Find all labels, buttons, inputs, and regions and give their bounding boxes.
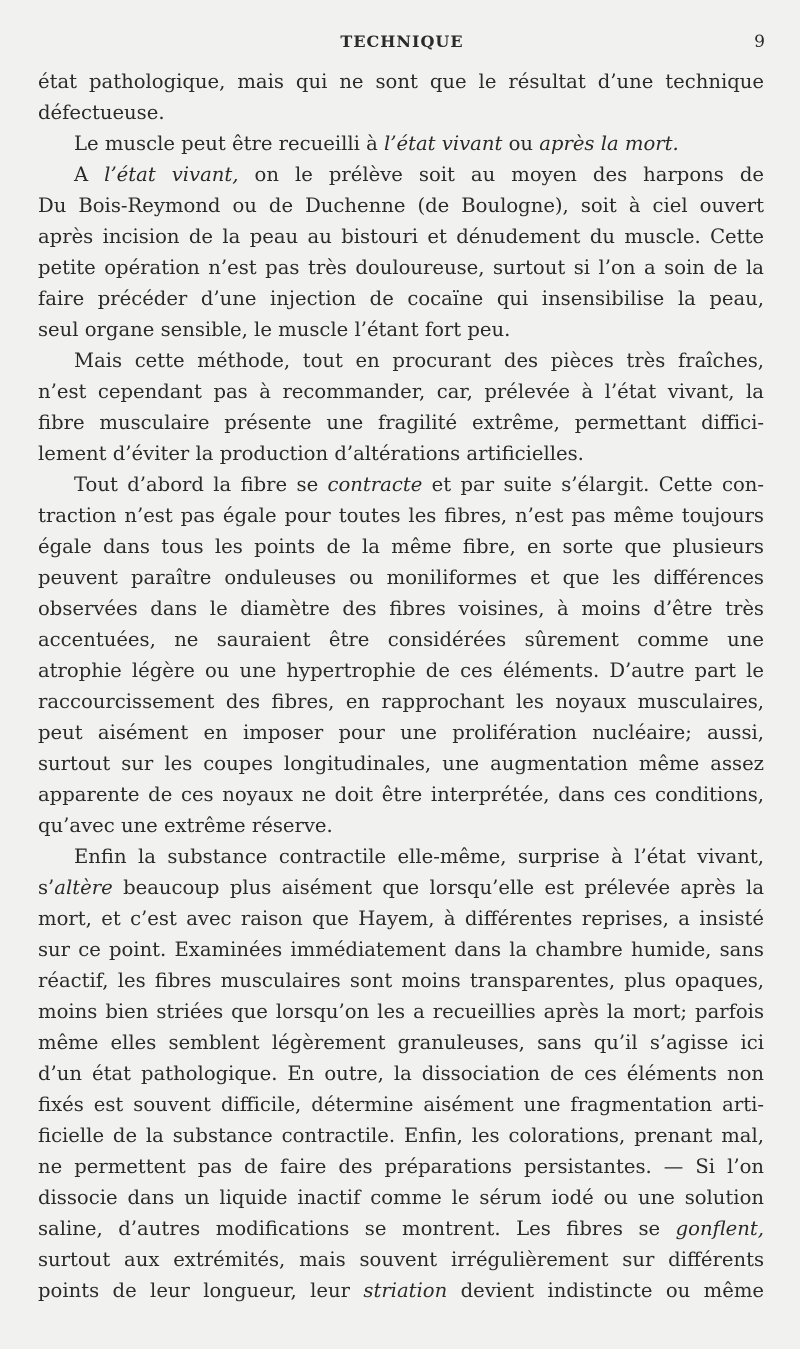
italic-run: l’état vivant [384, 132, 503, 155]
text-line: même elles semblent légèrement granuleuses, sans qu’il s’agisse ici [38, 1031, 764, 1054]
text-line: n’est cependant pas à recommander, car, prélevée à l’état vivant, la [38, 380, 764, 403]
text-run: saline, d’autres modifications se montrent. Les fibres se [38, 1217, 676, 1240]
text-line: fibre musculaire présente une fragilité extrême, permettant diffici- [38, 411, 764, 434]
text-line: petite opération n’est pas très douloureuse, surtout si l’on a soin de la [38, 256, 764, 279]
text-run: on le prélève soit au moyen des harpons de [238, 163, 764, 186]
italic-run: striation [363, 1279, 448, 1302]
text-line [38, 159, 764, 190]
text-line: lement d’éviter la production d’altérations artificielles. [38, 442, 584, 465]
italic-run: altère [54, 876, 113, 899]
page-body-text [38, 66, 764, 1306]
text-line [38, 128, 764, 159]
page-number: 9 [754, 32, 766, 52]
running-title: TECHNIQUE [340, 32, 464, 51]
text-line: raccourcissement des fibres, en rapprochant les noyaux musculaires, [38, 690, 764, 713]
text-line: Enfin la substance contractile elle-même, surprise à l’état vivant, [74, 845, 764, 868]
text-run: Tout d’abord la fibre se [74, 473, 328, 496]
text-line: surtout sur les coupes longitudinales, une augmentation même assez [38, 752, 764, 775]
text-line: seul organe sensible, le muscle l’étant fort peu. [38, 318, 511, 341]
text-line: ne permettent pas de faire des préparations persistantes. — Si l’on [38, 1155, 764, 1178]
text-run: ou [502, 132, 540, 155]
text-line: moins bien striées que lorsqu’on les a recueillies après la mort; parfois [38, 1000, 764, 1023]
text-line: ficielle de la substance contractile. Enfin, les colorations, prenant mal, [38, 1124, 764, 1147]
text-line [38, 1213, 764, 1244]
text-line: accentuées, ne sauraient être considérées sûrement comme une [38, 628, 764, 651]
text-line: atrophie légère ou une hypertrophie de ces éléments. D’autre part le [38, 659, 764, 682]
text-run: Le muscle peut être recueilli à [74, 132, 385, 155]
text-line [38, 1275, 764, 1306]
text-line: peut aisément en imposer pour une prolifération nucléaire; aussi, [38, 721, 764, 744]
text-line: d’un état pathologique. En outre, la dissociation de ces éléments non [38, 1062, 764, 1085]
text-line [38, 469, 764, 500]
italic-run: gonflent, [675, 1217, 764, 1240]
text-run: beaucoup plus aisément que lorsqu’elle est prélevée après la [112, 876, 764, 899]
text-line: réactif, les fibres musculaires sont moins transparentes, plus opaques, [38, 969, 764, 992]
text-line: apparente de ces noyaux ne doit être interprétée, dans ces conditions, [38, 783, 764, 806]
text-line [38, 872, 764, 903]
text-run: devient indistincte ou même [447, 1279, 764, 1302]
text-line: après incision de la peau au bistouri et dénudement du muscle. Cette [38, 225, 764, 248]
text-line: dissocie dans un liquide inactif comme le sérum iodé ou une solution [38, 1186, 764, 1209]
italic-run: contracte [327, 473, 423, 496]
text-line: peuvent paraître onduleuses ou moniliformes et que les différences [38, 566, 764, 589]
text-line: traction n’est pas égale pour toutes les fibres, n’est pas même toujours [38, 504, 764, 527]
text-line: surtout aux extrémités, mais souvent irrégulièrement sur différents [38, 1248, 764, 1271]
text-line: mort, et c’est avec raison que Hayem, à différentes reprises, a insisté [38, 907, 764, 930]
text-run: et par suite s’élargit. Cette con- [422, 473, 764, 496]
text-line: état pathologique, mais qui ne sont que le résultat d’une technique [38, 70, 764, 93]
italic-run: après la mort. [539, 132, 679, 155]
text-run: points de leur longueur, leur [38, 1279, 364, 1302]
running-header [38, 32, 766, 56]
text-line: observées dans le diamètre des fibres voisines, à moins d’être très [38, 597, 764, 620]
text-line: défectueuse. [38, 101, 165, 124]
text-run: s’ [38, 876, 55, 899]
text-line: sur ce point. Examinées immédiatement dans la chambre humide, sans [38, 938, 764, 961]
text-line: égale dans tous les points de la même fibre, en sorte que plusieurs [38, 535, 764, 558]
text-line: faire précéder d’une injection de cocaïne qui insensibilise la peau, [38, 287, 764, 310]
text-line: Mais cette méthode, tout en procurant des pièces très fraîches, [74, 349, 764, 372]
text-line: fixés est souvent difficile, détermine aisément une fragmentation arti- [38, 1093, 764, 1116]
text-line: qu’avec une extrême réserve. [38, 814, 333, 837]
italic-run: l’état vivant, [104, 163, 239, 186]
text-line: Du Bois-Reymond ou de Duchenne (de Boulogne), soit à ciel ouvert [38, 194, 764, 217]
text-run: A [74, 163, 105, 186]
